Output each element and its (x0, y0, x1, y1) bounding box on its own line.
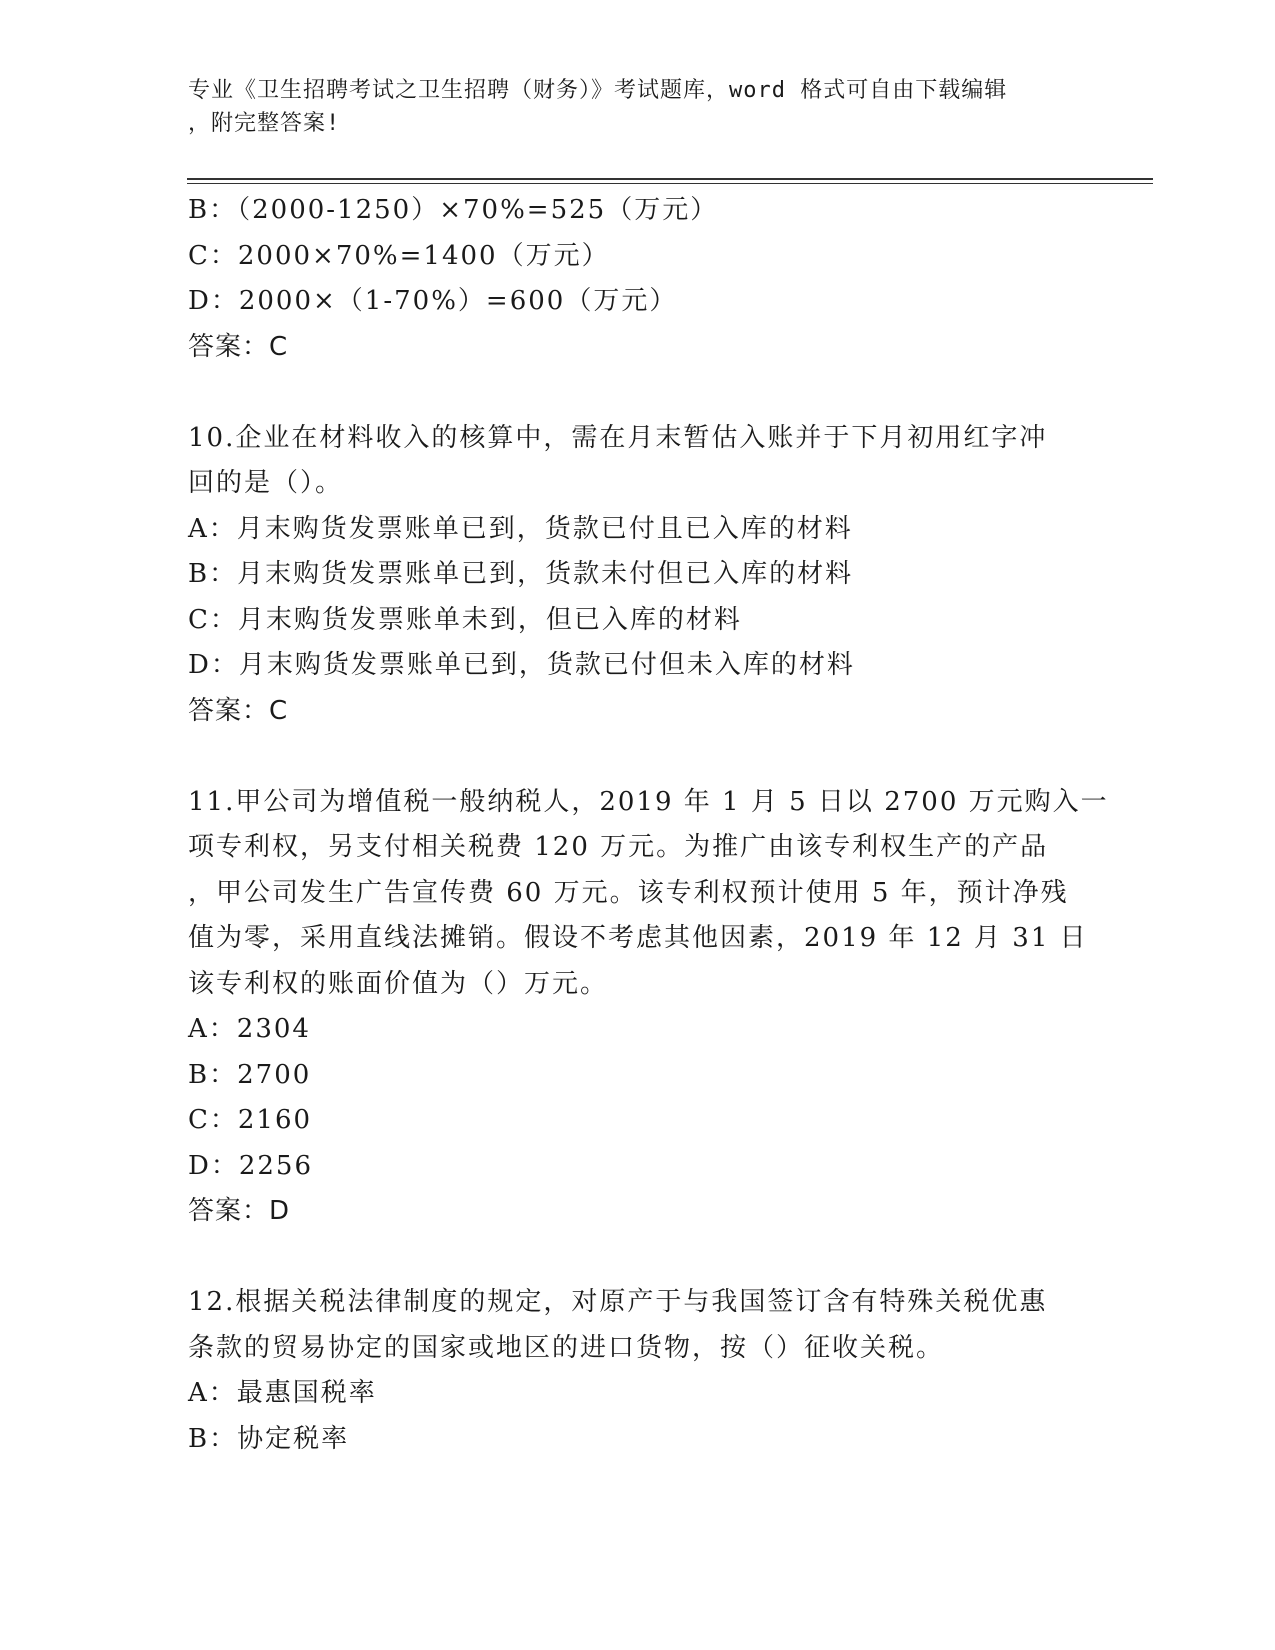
option-c: C：月末购货发票账单未到，但已入库的材料 (188, 604, 742, 635)
header-line-2: ，附完整答案! (188, 111, 341, 136)
option-b: B：月末购货发票账单已到，货款未付但已入库的材料 (188, 559, 854, 589)
spacer (188, 370, 1088, 416)
option-a: A：最惠国税率 (188, 1378, 377, 1408)
question-stem-line: 项专利权，另支付相关税费 120 万元。为推广由该专利权生产的产品 (188, 832, 1049, 862)
option-a: A：2304 (188, 1014, 311, 1044)
question-10 (188, 416, 1088, 735)
question-stem-line: 回的是（）。 (188, 468, 344, 498)
spacer (188, 1235, 1088, 1281)
document-header (188, 74, 1068, 140)
question-12 (188, 1280, 1088, 1462)
header-divider (187, 178, 1153, 184)
answer-line: 答案：D (188, 1196, 291, 1226)
option-d: D：2000×（1-70%）=600（万元） (188, 286, 678, 316)
question-stem-line: 值为零，采用直线法摊销。假设不考虑其他因素，2019 年 12 月 31 日 (188, 923, 1088, 953)
question-11 (188, 780, 1109, 1235)
question-stem-line: 10.企业在材料收入的核算中，需在月末暂估入账并于下月初用红字冲 (188, 422, 1048, 453)
option-d: D：2256 (188, 1150, 314, 1181)
option-b: B：协定税率 (188, 1423, 350, 1454)
question-stem-line: ，甲公司发生广告宣传费 60 万元。该专利权预计使用 5 年，预计净残 (188, 877, 1069, 908)
question-9-continuation (188, 188, 1088, 370)
answer-line: 答案：C (188, 695, 289, 726)
option-c: C：2160 (188, 1105, 313, 1135)
question-stem-line: 12.根据关税法律制度的规定，对原产于与我国签订含有特殊关税优惠 (188, 1287, 1048, 1317)
option-d: D：月末购货发票账单已到，货款已付但未入库的材料 (188, 650, 855, 680)
spacer (188, 734, 1088, 780)
option-c: C：2000×70%=1400（万元） (188, 240, 610, 271)
option-b: B：2700 (188, 1059, 312, 1090)
option-b: B：（2000-1250）×70%=525（万元） (188, 195, 719, 225)
question-stem-line: 11.甲公司为增值税一般纳税人，2019 年 1 月 5 日以 2700 万元购入一 (188, 786, 1109, 817)
answer-line: 答案：C (188, 331, 289, 362)
question-stem-line: 该专利权的账面价值为（）万元。 (188, 968, 609, 999)
question-list (188, 188, 1109, 1462)
question-stem-line: 条款的贸易协定的国家或地区的进口货物，按（）征收关税。 (188, 1332, 945, 1363)
option-a: A：月末购货发票账单已到，货款已付且已入库的材料 (188, 513, 853, 544)
header-line-1: 专业《卫生招聘考试之卫生招聘（财务）》考试题库，word 格式可自由下载编辑 (188, 78, 1008, 103)
